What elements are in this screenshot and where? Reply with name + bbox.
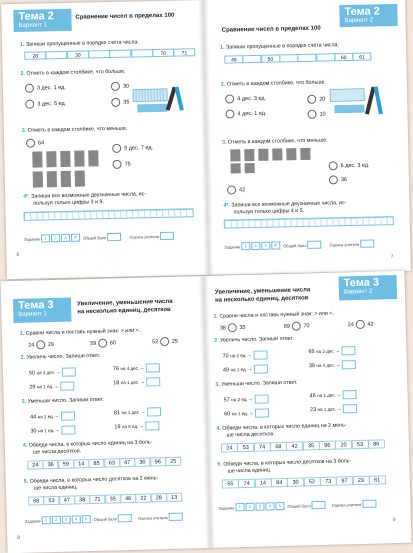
compare-circle[interactable]	[291, 322, 300, 331]
answer-box[interactable]	[253, 350, 267, 359]
number-cell[interactable]: 24	[27, 460, 43, 469]
task-4: 4. Обведи числа, в которых число единиц на 2 мень-	[216, 422, 346, 432]
operation-item[interactable]: 81 на 1 дес.→	[114, 407, 162, 417]
number-cell[interactable]: 84	[271, 478, 288, 487]
page-heading: Сравнение чисел в пределах 100	[222, 26, 321, 35]
score-cell[interactable]: 1	[41, 234, 50, 242]
operation-item[interactable]: 57 на 2 ед.→	[224, 394, 269, 404]
task-1: 1. Запиши пропущенные в порядке счёта числа.	[20, 39, 139, 48]
radio-circle[interactable]	[112, 160, 121, 169]
gutter	[198, 0, 214, 275]
task-3-text: Отметь в каждом столбике, что меньше.	[28, 126, 128, 134]
grid-cell[interactable]: 28	[24, 51, 46, 59]
number-cell[interactable]: 14	[254, 478, 271, 487]
number-cell[interactable]: 68	[28, 496, 44, 505]
radio-circle[interactable]	[329, 161, 338, 170]
number-cell[interactable]: 23	[352, 476, 369, 485]
number-cell[interactable]: 47	[59, 495, 75, 504]
page-heading: Увеличение, уменьшение числа	[77, 299, 173, 308]
task-5-text: Обведи числа, в которых число десятков на 3 боль-	[223, 458, 351, 467]
task-1-text: Запиши пропущенные в порядке счёта числа.	[26, 39, 139, 47]
operation-item[interactable]: 30 на 1 ед.→	[30, 425, 75, 435]
score-cell[interactable]: 1	[42, 516, 51, 524]
number-row[interactable]	[27, 457, 180, 470]
task-4-line2: пользуя только цифры 4 и 5.	[234, 208, 305, 216]
task-2: 2. Увеличь число. Запиши ответ.	[214, 336, 294, 344]
compare-pair[interactable]: 69 70	[284, 321, 310, 331]
compare-pair[interactable]: 52 25	[152, 337, 178, 347]
radio-circle[interactable]	[26, 139, 35, 148]
tema-badge	[338, 275, 397, 301]
compare-pair[interactable]: 24 29	[28, 340, 54, 350]
page-heading: Сравнение чисел в пределах 100	[75, 13, 174, 22]
task-1-grid[interactable]	[224, 53, 371, 64]
radio-circle[interactable]	[307, 110, 316, 119]
number-cell[interactable]: 36	[43, 460, 59, 469]
score-total-cell[interactable]	[107, 233, 121, 241]
variant-label: Вариант 2	[345, 17, 393, 25]
task-2-text: Увеличь число. Запиши ответ.	[220, 336, 294, 344]
option[interactable]: 4 дес. 1 ед.	[225, 109, 266, 119]
score-footer: Задание 1 2 3 4 5 Общий балл Оценка учителя	[218, 500, 376, 512]
grid-cell[interactable]	[131, 49, 153, 57]
bundles-illustration	[228, 146, 313, 176]
page-number: 8	[17, 535, 20, 541]
compare-circle[interactable]	[98, 339, 107, 348]
grade-cell[interactable]	[362, 500, 376, 508]
compare-circle[interactable]	[36, 340, 45, 349]
task-4: 4. Обведи числа, в которых число единиц на 3 боль-	[23, 439, 153, 449]
task-3: 3. Уменьши число. Запиши ответ.	[22, 397, 104, 405]
compare-circle[interactable]	[227, 323, 236, 332]
number-cell[interactable]: 52	[303, 477, 320, 486]
task-1: 1. Сравни числа и поставь нужный знак: > или <.	[20, 328, 141, 337]
radio-circle[interactable]	[112, 144, 121, 153]
variant-label: Вариант 1	[19, 22, 67, 30]
score-total-cell[interactable]	[312, 501, 326, 509]
top-spread	[1, 0, 411, 279]
number-cell[interactable]: 53	[43, 496, 59, 505]
score-cell[interactable]: 4*	[71, 234, 80, 242]
number-cell[interactable]: 28	[151, 493, 167, 502]
grid-cell[interactable]	[298, 54, 317, 62]
answer-box[interactable]	[255, 408, 269, 417]
score-cell[interactable]: 2	[251, 242, 260, 250]
operation-item[interactable]: 49 на 1 ед.→	[223, 364, 268, 374]
answer-grid[interactable]	[224, 216, 394, 229]
number-cell[interactable]: 38	[74, 495, 90, 504]
score-footer: Задание 1 2 3 4* Общий балл Оценка учителя	[224, 240, 374, 251]
tema-title: Тема 2	[18, 11, 66, 23]
task-4: 4*. Запиши все возможные двузначные числа, ис-	[223, 200, 346, 209]
radio-circle[interactable]	[111, 98, 120, 107]
page-number: 6	[16, 252, 19, 258]
bundles-illustration	[30, 148, 109, 190]
score-cell[interactable]: 3	[261, 242, 270, 250]
score-cell[interactable]: 4	[72, 515, 81, 523]
answer-box[interactable]	[61, 425, 75, 434]
score-cell[interactable]: 1	[241, 242, 250, 250]
task-1: 1. Сравни числа и поставь нужный знак: > или <.	[213, 311, 334, 320]
number-cell[interactable]: 86	[368, 439, 385, 448]
page-heading-line2: на несколько единиц, десятков	[77, 307, 170, 316]
task-2-text: Отметь в каждом столбике, что больше.	[227, 79, 326, 87]
option[interactable]: 3 дес. 1 ед.	[25, 83, 66, 93]
operation-item[interactable]: 39 на 4 дес.→	[309, 360, 357, 370]
tema-badge	[13, 297, 72, 323]
variant-label: Вариант 1	[18, 311, 66, 319]
grid-cell[interactable]: 30	[67, 50, 89, 58]
operation-item[interactable]: 23 на 1 дес.→	[310, 404, 358, 414]
score-cell[interactable]: 3	[62, 516, 71, 524]
task-3-text: Уменьши число. Запиши ответ.	[221, 380, 297, 388]
base-ten-blocks-illustration	[131, 84, 192, 119]
answer-grid[interactable]	[24, 208, 194, 221]
grade-cell[interactable]	[160, 232, 174, 240]
number-cell[interactable]: 97	[336, 476, 353, 485]
number-cell[interactable]: 53	[351, 440, 368, 449]
option[interactable]: 6 дес. 3 ед.	[329, 161, 370, 171]
answer-box[interactable]	[254, 364, 268, 373]
option[interactable]: 20	[307, 94, 325, 103]
number-cell[interactable]: 30	[134, 457, 150, 466]
operation-item[interactable]: 46 на 1 дес.→	[309, 390, 357, 400]
task-3: 3. Отметь в каждом столбике, что меньше.	[222, 137, 328, 146]
task-3-text: Отметь в каждом столбике, что меньше.	[228, 137, 328, 145]
grade-cell[interactable]	[169, 513, 183, 521]
task-4-text: Обведи числа, в которых число единиц на 3 боль-	[29, 439, 153, 448]
operation-item[interactable]: 70 на 2 ед.→	[222, 350, 267, 360]
task-1-text: Запиши пропущенные в порядке счёта числа.	[226, 42, 339, 50]
number-cell[interactable]: 24	[221, 443, 238, 452]
score-cell[interactable]: 1	[235, 503, 244, 511]
bottom-spread	[1, 271, 412, 553]
task-2: 2. Увеличь число. Запиши ответ.	[20, 353, 100, 361]
page-number: 7	[390, 254, 393, 260]
option[interactable]: 30	[111, 82, 129, 91]
task-3-text: Уменьши число. Запиши ответ.	[27, 397, 103, 405]
radio-circle[interactable]	[25, 100, 34, 109]
radio-circle[interactable]	[227, 185, 236, 194]
number-row[interactable]	[28, 493, 181, 506]
number-cell[interactable]: 68	[270, 442, 287, 451]
score-cell[interactable]: 4*	[271, 241, 280, 249]
answer-box[interactable]	[343, 390, 357, 399]
number-cell[interactable]: 74	[238, 479, 255, 488]
number-cell[interactable]: 25	[165, 457, 181, 466]
task-4-line2: ше числа десятков.	[227, 431, 275, 439]
number-cell[interactable]: 22	[135, 493, 151, 502]
score-cell[interactable]: 5	[275, 502, 284, 510]
task-2-text: Увеличь число. Запиши ответ.	[26, 353, 100, 361]
task-2-text: Отметь в каждом столбике, что больше.	[26, 69, 125, 77]
task-5: 5. Обведи числа, в которых число десятков на 2 мень-	[24, 475, 159, 485]
tema-title: Тема 2	[344, 6, 392, 18]
number-cell[interactable]: 85	[88, 459, 104, 468]
number-row[interactable]	[222, 475, 385, 488]
page-heading-line2: на несколько единиц, десятков	[215, 295, 308, 304]
number-cell[interactable]: 35	[105, 494, 121, 503]
base-ten-blocks-illustration	[328, 82, 389, 123]
answer-box[interactable]	[147, 407, 161, 416]
task-2: 2. Отметь в каждом столбике, что больше.	[221, 79, 326, 87]
task-1-grid[interactable]	[24, 48, 195, 60]
grid-cell[interactable]	[88, 50, 110, 58]
page-number: 9	[393, 517, 396, 523]
radio-circle[interactable]	[111, 82, 120, 91]
option[interactable]: 4 дес. 3 ед.	[225, 94, 266, 104]
answer-box[interactable]	[343, 404, 357, 413]
task-3: 3. Уменьши число. Запиши ответ.	[215, 380, 297, 388]
task-5-line2: ше числа единиц.	[227, 467, 271, 474]
number-cell[interactable]: 47	[119, 458, 135, 467]
grid-cell[interactable]: 71	[173, 48, 195, 56]
score-total-cell[interactable]	[118, 514, 132, 522]
option[interactable]: 5 дес. 7 ед.	[112, 143, 153, 153]
number-cell[interactable]: 55	[222, 479, 239, 488]
number-cell[interactable]: 96	[319, 441, 336, 450]
tema-badge	[339, 4, 397, 27]
score-cell[interactable]: 3	[61, 234, 70, 242]
answer-box[interactable]	[146, 363, 160, 372]
task-4-text: Обведи числа, в которых число единиц на 2 мень-	[222, 422, 346, 431]
tema-badge	[13, 9, 71, 32]
number-cell[interactable]: 61	[369, 475, 386, 484]
number-cell[interactable]: 20	[335, 440, 352, 449]
answer-box[interactable]	[255, 394, 269, 403]
answer-box[interactable]	[145, 421, 159, 430]
grid-cell[interactable]: 48	[224, 55, 243, 63]
score-cell[interactable]: 2	[52, 516, 61, 524]
grid-cell[interactable]: 70	[152, 49, 174, 57]
answer-box[interactable]	[61, 411, 75, 420]
score-cell[interactable]: 3	[255, 503, 264, 511]
answer-box[interactable]	[60, 381, 74, 390]
grid-cell[interactable]	[279, 54, 298, 62]
grid-cell[interactable]	[316, 53, 335, 61]
task-1-text: Сравни числа и поставь нужный знак: > или <.	[219, 311, 334, 320]
number-cell[interactable]: 63	[104, 458, 120, 467]
grid-cell[interactable]	[243, 55, 262, 63]
score-cell[interactable]: 2	[245, 503, 254, 511]
score-cell[interactable]: 4	[265, 502, 274, 510]
task-1-text: Сравни числа и поставь нужный знак: > или <.	[26, 328, 141, 337]
task-2: 2. Отметь в каждом столбике, что больше.	[21, 69, 126, 77]
task-1: 1. Запиши пропущенные в порядке счёта числа.	[220, 42, 339, 51]
number-cell[interactable]: 73	[320, 477, 337, 486]
task-4-text: Запиши все возможные двузначные числа, ис-	[231, 200, 346, 208]
task-4: 4*. Запиши все возможные двузначные числа, ис-	[23, 191, 146, 200]
operation-item[interactable]: 76 на 4 дес.→	[113, 363, 161, 373]
option[interactable]: 35	[111, 98, 129, 107]
compare-pair[interactable]: 24 42	[348, 320, 374, 330]
variant-label: Вариант 2	[344, 288, 392, 296]
page-heading: Увеличение, уменьшение числа	[215, 287, 311, 296]
tema-title: Тема 3	[344, 277, 392, 289]
radio-circle[interactable]	[225, 94, 234, 103]
score-footer: Задание 1 2 3 4* Общий балл Оценка учителя	[24, 232, 174, 243]
number-row[interactable]	[221, 439, 384, 452]
radio-circle[interactable]	[225, 109, 234, 118]
number-cell[interactable]: 96	[150, 457, 166, 466]
score-cell[interactable]: 2	[51, 234, 60, 242]
task-5: 5. Обведи числа, в которых число десятков на 3 боль-	[217, 458, 351, 468]
operation-item[interactable]: 19 на 8 ед.→	[114, 421, 159, 431]
task-5-line2: ше числа единиц.	[34, 484, 78, 491]
operation-item[interactable]: 18 на 1 дес.→	[113, 377, 161, 387]
number-cell[interactable]: 42	[286, 441, 303, 450]
number-cell[interactable]: 30	[287, 477, 304, 486]
answer-box[interactable]	[146, 377, 160, 386]
number-cell[interactable]: 14	[73, 459, 89, 468]
radio-circle[interactable]	[329, 175, 338, 184]
grid-cell[interactable]: 61	[352, 53, 371, 61]
operation-item[interactable]: 60 на 1 ед.→	[224, 408, 269, 418]
radio-circle[interactable]	[307, 95, 316, 104]
task-4-text: Запиши все возможные двузначные числа, ис-	[31, 191, 146, 199]
option[interactable]: 75	[112, 160, 130, 169]
grid-cell[interactable]: 50	[261, 54, 280, 62]
compare-circle[interactable]	[160, 337, 169, 346]
number-cell[interactable]: 53	[237, 443, 254, 452]
option[interactable]: 64	[26, 138, 44, 147]
grid-cell[interactable]	[109, 50, 131, 58]
score-total-cell[interactable]	[307, 241, 321, 249]
option[interactable]: 3 дес. 5 ед.	[25, 99, 66, 109]
compare-circle[interactable]	[355, 320, 364, 329]
answer-box[interactable]	[62, 367, 76, 376]
option[interactable]: 42	[227, 185, 245, 194]
operation-item[interactable]: 29 на 1 ед.→	[29, 381, 74, 391]
number-cell[interactable]: 74	[253, 442, 270, 451]
answer-box[interactable]	[342, 360, 356, 369]
score-cell[interactable]: 5	[82, 515, 91, 523]
answer-box[interactable]	[342, 346, 356, 355]
task-3: 3. Отметь в каждом столбике, что меньше.	[22, 126, 128, 135]
number-cell[interactable]: 59	[58, 459, 74, 468]
grade-cell[interactable]	[360, 240, 374, 248]
tema-title: Тема 3	[18, 300, 66, 312]
operation-item[interactable]: 50 на 3 дес.→	[29, 367, 77, 377]
number-cell[interactable]: 13	[166, 493, 182, 502]
option[interactable]: 10	[307, 109, 325, 118]
task-4-line2: пользуя только цифры 3 и 9.	[33, 199, 104, 207]
operation-item[interactable]: 44 на 2 ед.→	[30, 411, 75, 421]
number-cell[interactable]: 35	[302, 441, 319, 450]
compare-pair[interactable]: 38 35	[220, 323, 246, 333]
task-5-text: Обведи числа, в которых число десятков на 2 мень-	[30, 475, 159, 484]
grid-cell[interactable]: 60	[334, 53, 353, 61]
operation-item[interactable]: 65 на 3 дес.→	[308, 346, 356, 356]
number-cell[interactable]: 71	[89, 495, 105, 504]
compare-pair[interactable]: 59 60	[90, 338, 116, 348]
radio-circle[interactable]	[25, 84, 34, 93]
grid-cell[interactable]	[45, 51, 67, 59]
option[interactable]: 36	[329, 175, 347, 184]
task-4-line2: ше числа десятков.	[33, 448, 81, 456]
score-footer: Задание 1 2 3 4 5 Общий балл Оценка учителя	[25, 513, 183, 525]
number-cell[interactable]: 46	[120, 494, 136, 503]
